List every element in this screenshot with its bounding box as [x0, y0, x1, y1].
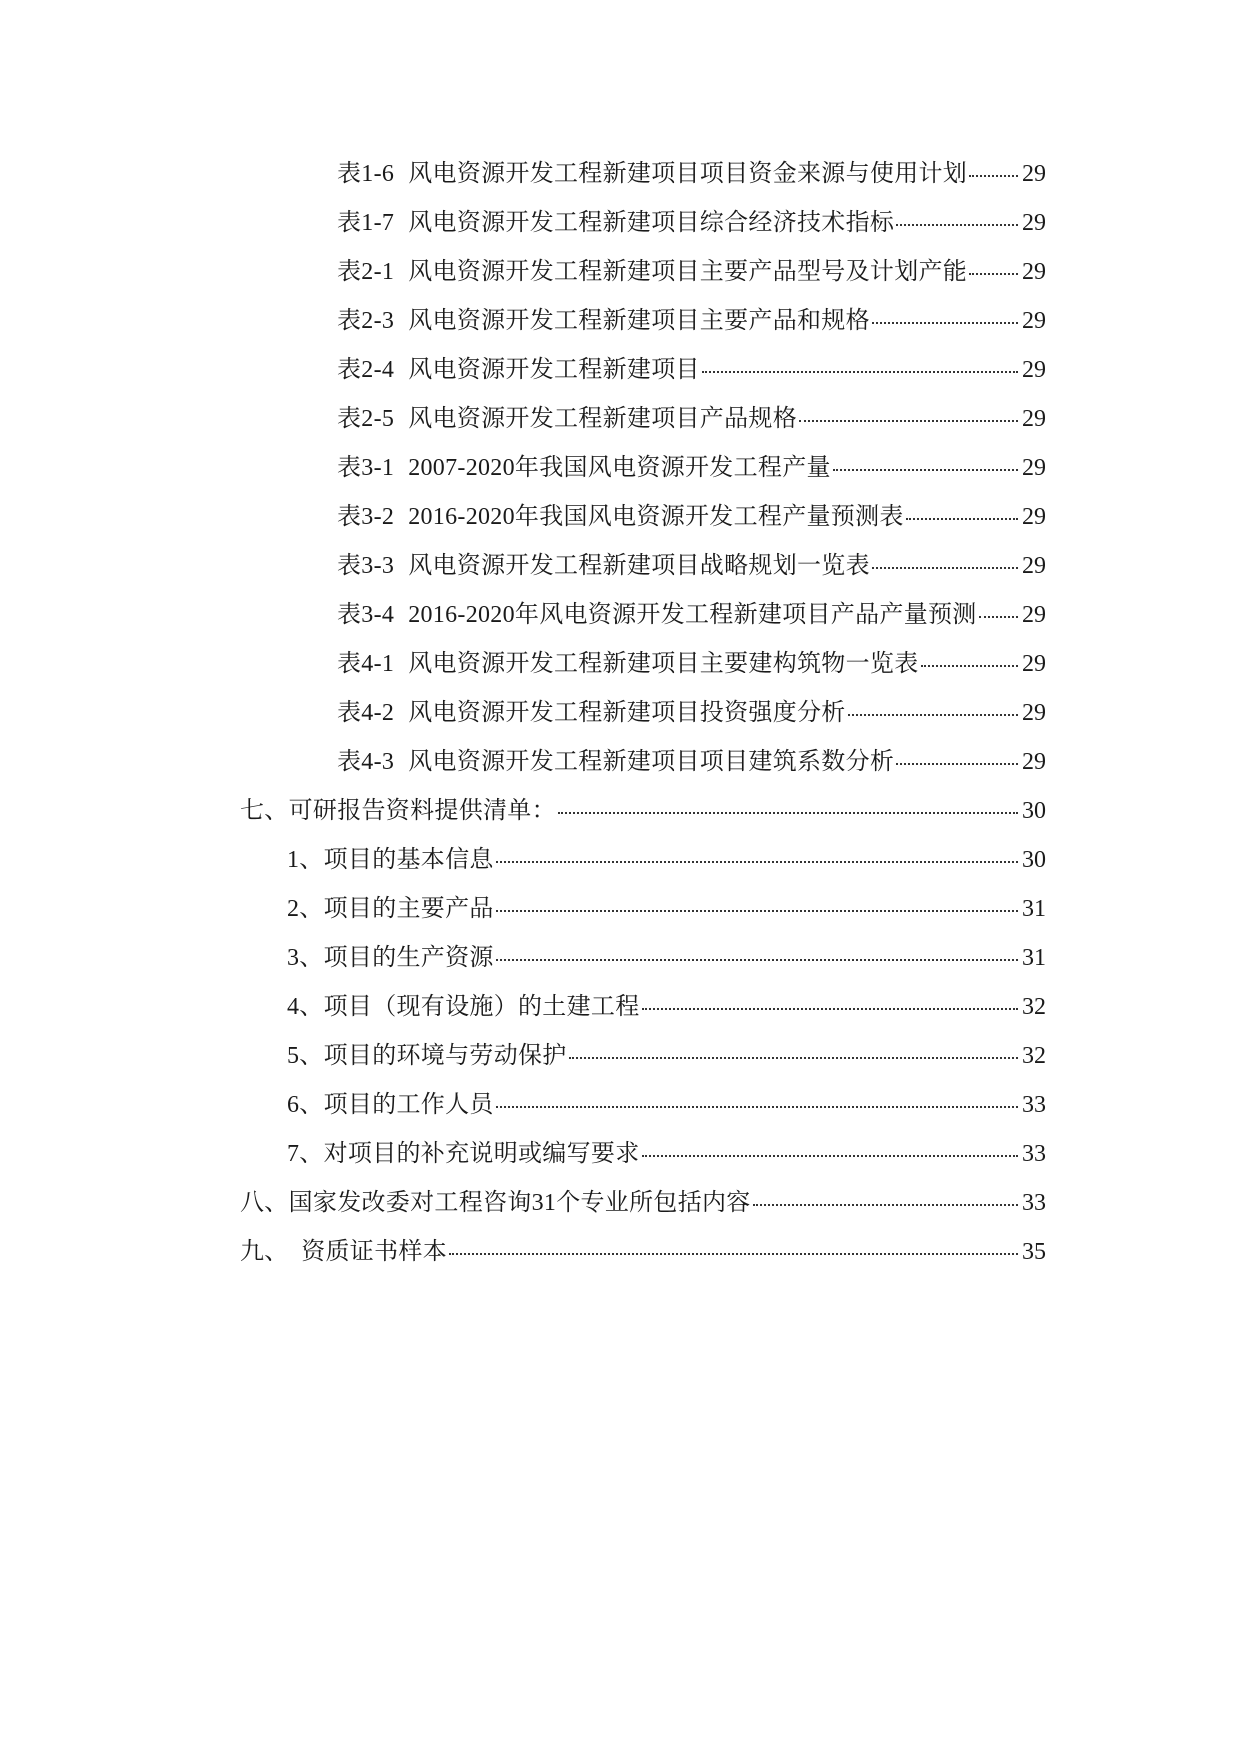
page-number: 32	[1022, 1043, 1046, 1069]
dot-leader	[496, 910, 1018, 912]
dot-leader	[558, 812, 1018, 814]
dot-leader	[969, 273, 1018, 275]
page-number: 29	[1022, 504, 1046, 530]
table-number: 表3-3	[337, 553, 395, 579]
table-of-contents	[0, 150, 1241, 1277]
toc-entry-section-6[interactable]	[0, 1081, 1046, 1130]
entry-title: 2016-2020年风电资源开发工程新建项目产品产量预测	[408, 602, 977, 628]
entry-title: 九、 资质证书样本	[240, 1239, 447, 1265]
page-number: 29	[1022, 161, 1046, 187]
page-number: 31	[1022, 896, 1046, 922]
entry-title: 风电资源开发工程新建项目主要产品型号及计划产能	[408, 259, 968, 285]
entry-title: 七、可研报告资料提供清单：	[240, 798, 556, 824]
entry-title: 6、项目的工作人员	[287, 1092, 494, 1118]
page-number: 33	[1022, 1190, 1046, 1216]
table-number: 表4-1	[337, 651, 395, 677]
table-number: 表2-3	[337, 308, 395, 334]
page-number: 29	[1022, 308, 1046, 334]
entry-title: 1、项目的基本信息	[287, 847, 494, 873]
dot-leader	[642, 1155, 1019, 1157]
dot-leader	[753, 1204, 1018, 1206]
table-number: 表3-2	[337, 504, 395, 530]
page-number: 30	[1022, 798, 1046, 824]
page-number: 33	[1022, 1141, 1046, 1167]
toc-entry-table-3-3[interactable]	[0, 542, 1046, 591]
entry-title: 风电资源开发工程新建项目项目建筑系数分析	[408, 749, 895, 775]
page-number: 29	[1022, 651, 1046, 677]
entry-title: 3、项目的生产资源	[287, 945, 494, 971]
entry-title: 7、对项目的补充说明或编写要求	[287, 1141, 640, 1167]
dot-leader	[969, 175, 1018, 177]
toc-entry-section-4[interactable]	[0, 983, 1046, 1032]
toc-entry-section-2[interactable]	[0, 885, 1046, 934]
page-number: 29	[1022, 455, 1046, 481]
dot-leader	[833, 469, 1018, 471]
toc-entry-section-5[interactable]	[0, 1032, 1046, 1081]
dot-leader	[496, 959, 1018, 961]
toc-entry-section-1[interactable]	[0, 836, 1046, 885]
page-number: 29	[1022, 602, 1046, 628]
dot-leader	[702, 371, 1018, 373]
table-number: 表4-2	[337, 700, 395, 726]
dot-leader	[979, 616, 1018, 618]
table-number: 表4-3	[337, 749, 395, 775]
toc-entry-table-3-1[interactable]	[0, 444, 1046, 493]
table-number: 表3-4	[337, 602, 395, 628]
page-number: 30	[1022, 847, 1046, 873]
dot-leader	[872, 567, 1018, 569]
entry-title: 风电资源开发工程新建项目综合经济技术指标	[408, 210, 895, 236]
dot-leader	[921, 665, 1018, 667]
table-number: 表2-5	[337, 406, 395, 432]
toc-entry-chapter-8[interactable]	[0, 1179, 1046, 1228]
table-number: 表3-1	[337, 455, 395, 481]
toc-entry-table-4-1[interactable]	[0, 640, 1046, 689]
toc-entry-chapter-7[interactable]	[0, 787, 1046, 836]
toc-entry-table-3-4[interactable]	[0, 591, 1046, 640]
page-number: 33	[1022, 1092, 1046, 1118]
page-number: 29	[1022, 406, 1046, 432]
toc-entry-table-2-5[interactable]	[0, 395, 1046, 444]
page-number: 29	[1022, 210, 1046, 236]
entry-title: 2、项目的主要产品	[287, 896, 494, 922]
entry-title: 风电资源开发工程新建项目投资强度分析	[408, 700, 846, 726]
dot-leader	[848, 714, 1018, 716]
toc-entry-table-4-3[interactable]	[0, 738, 1046, 787]
toc-entry-chapter-9[interactable]	[0, 1228, 1046, 1277]
toc-entry-table-1-6[interactable]	[0, 150, 1046, 199]
page-number: 35	[1022, 1239, 1046, 1265]
dot-leader	[496, 861, 1018, 863]
dot-leader	[872, 322, 1018, 324]
entry-title: 5、项目的环境与劳动保护	[287, 1043, 567, 1069]
dot-leader	[642, 1008, 1019, 1010]
dot-leader	[496, 1106, 1018, 1108]
entry-title: 八、国家发改委对工程咨询31个专业所包括内容	[240, 1190, 751, 1216]
toc-entry-table-2-1[interactable]	[0, 248, 1046, 297]
toc-entry-table-3-2[interactable]	[0, 493, 1046, 542]
dot-leader	[896, 224, 1018, 226]
page-number: 29	[1022, 553, 1046, 579]
table-number: 表1-7	[337, 210, 395, 236]
dot-leader	[449, 1253, 1018, 1255]
toc-entry-section-7[interactable]	[0, 1130, 1046, 1179]
dot-leader	[896, 763, 1018, 765]
entry-title: 风电资源开发工程新建项目	[408, 357, 700, 383]
dot-leader	[799, 420, 1018, 422]
toc-entry-table-2-3[interactable]	[0, 297, 1046, 346]
entry-title: 风电资源开发工程新建项目项目资金来源与使用计划	[408, 161, 968, 187]
entry-title: 风电资源开发工程新建项目战略规划一览表	[408, 553, 870, 579]
entry-title: 风电资源开发工程新建项目产品规格	[408, 406, 798, 432]
dot-leader	[906, 518, 1018, 520]
entry-title: 2016-2020年我国风电资源开发工程产量预测表	[408, 504, 904, 530]
page-number: 29	[1022, 357, 1046, 383]
toc-entry-table-4-2[interactable]	[0, 689, 1046, 738]
table-number: 表1-6	[337, 161, 395, 187]
page-number: 29	[1022, 700, 1046, 726]
entry-title: 风电资源开发工程新建项目主要产品和规格	[408, 308, 870, 334]
toc-entry-section-3[interactable]	[0, 934, 1046, 983]
toc-entry-table-1-7[interactable]	[0, 199, 1046, 248]
page-number: 31	[1022, 945, 1046, 971]
page-number: 32	[1022, 994, 1046, 1020]
table-number: 表2-4	[337, 357, 395, 383]
page-number: 29	[1022, 749, 1046, 775]
table-number: 表2-1	[337, 259, 395, 285]
entry-title: 2007-2020年我国风电资源开发工程产量	[408, 455, 831, 481]
entry-title: 4、项目（现有设施）的土建工程	[287, 994, 640, 1020]
page-number: 29	[1022, 259, 1046, 285]
toc-entry-table-2-4[interactable]	[0, 346, 1046, 395]
entry-title: 风电资源开发工程新建项目主要建构筑物一览表	[408, 651, 919, 677]
dot-leader	[569, 1057, 1018, 1059]
